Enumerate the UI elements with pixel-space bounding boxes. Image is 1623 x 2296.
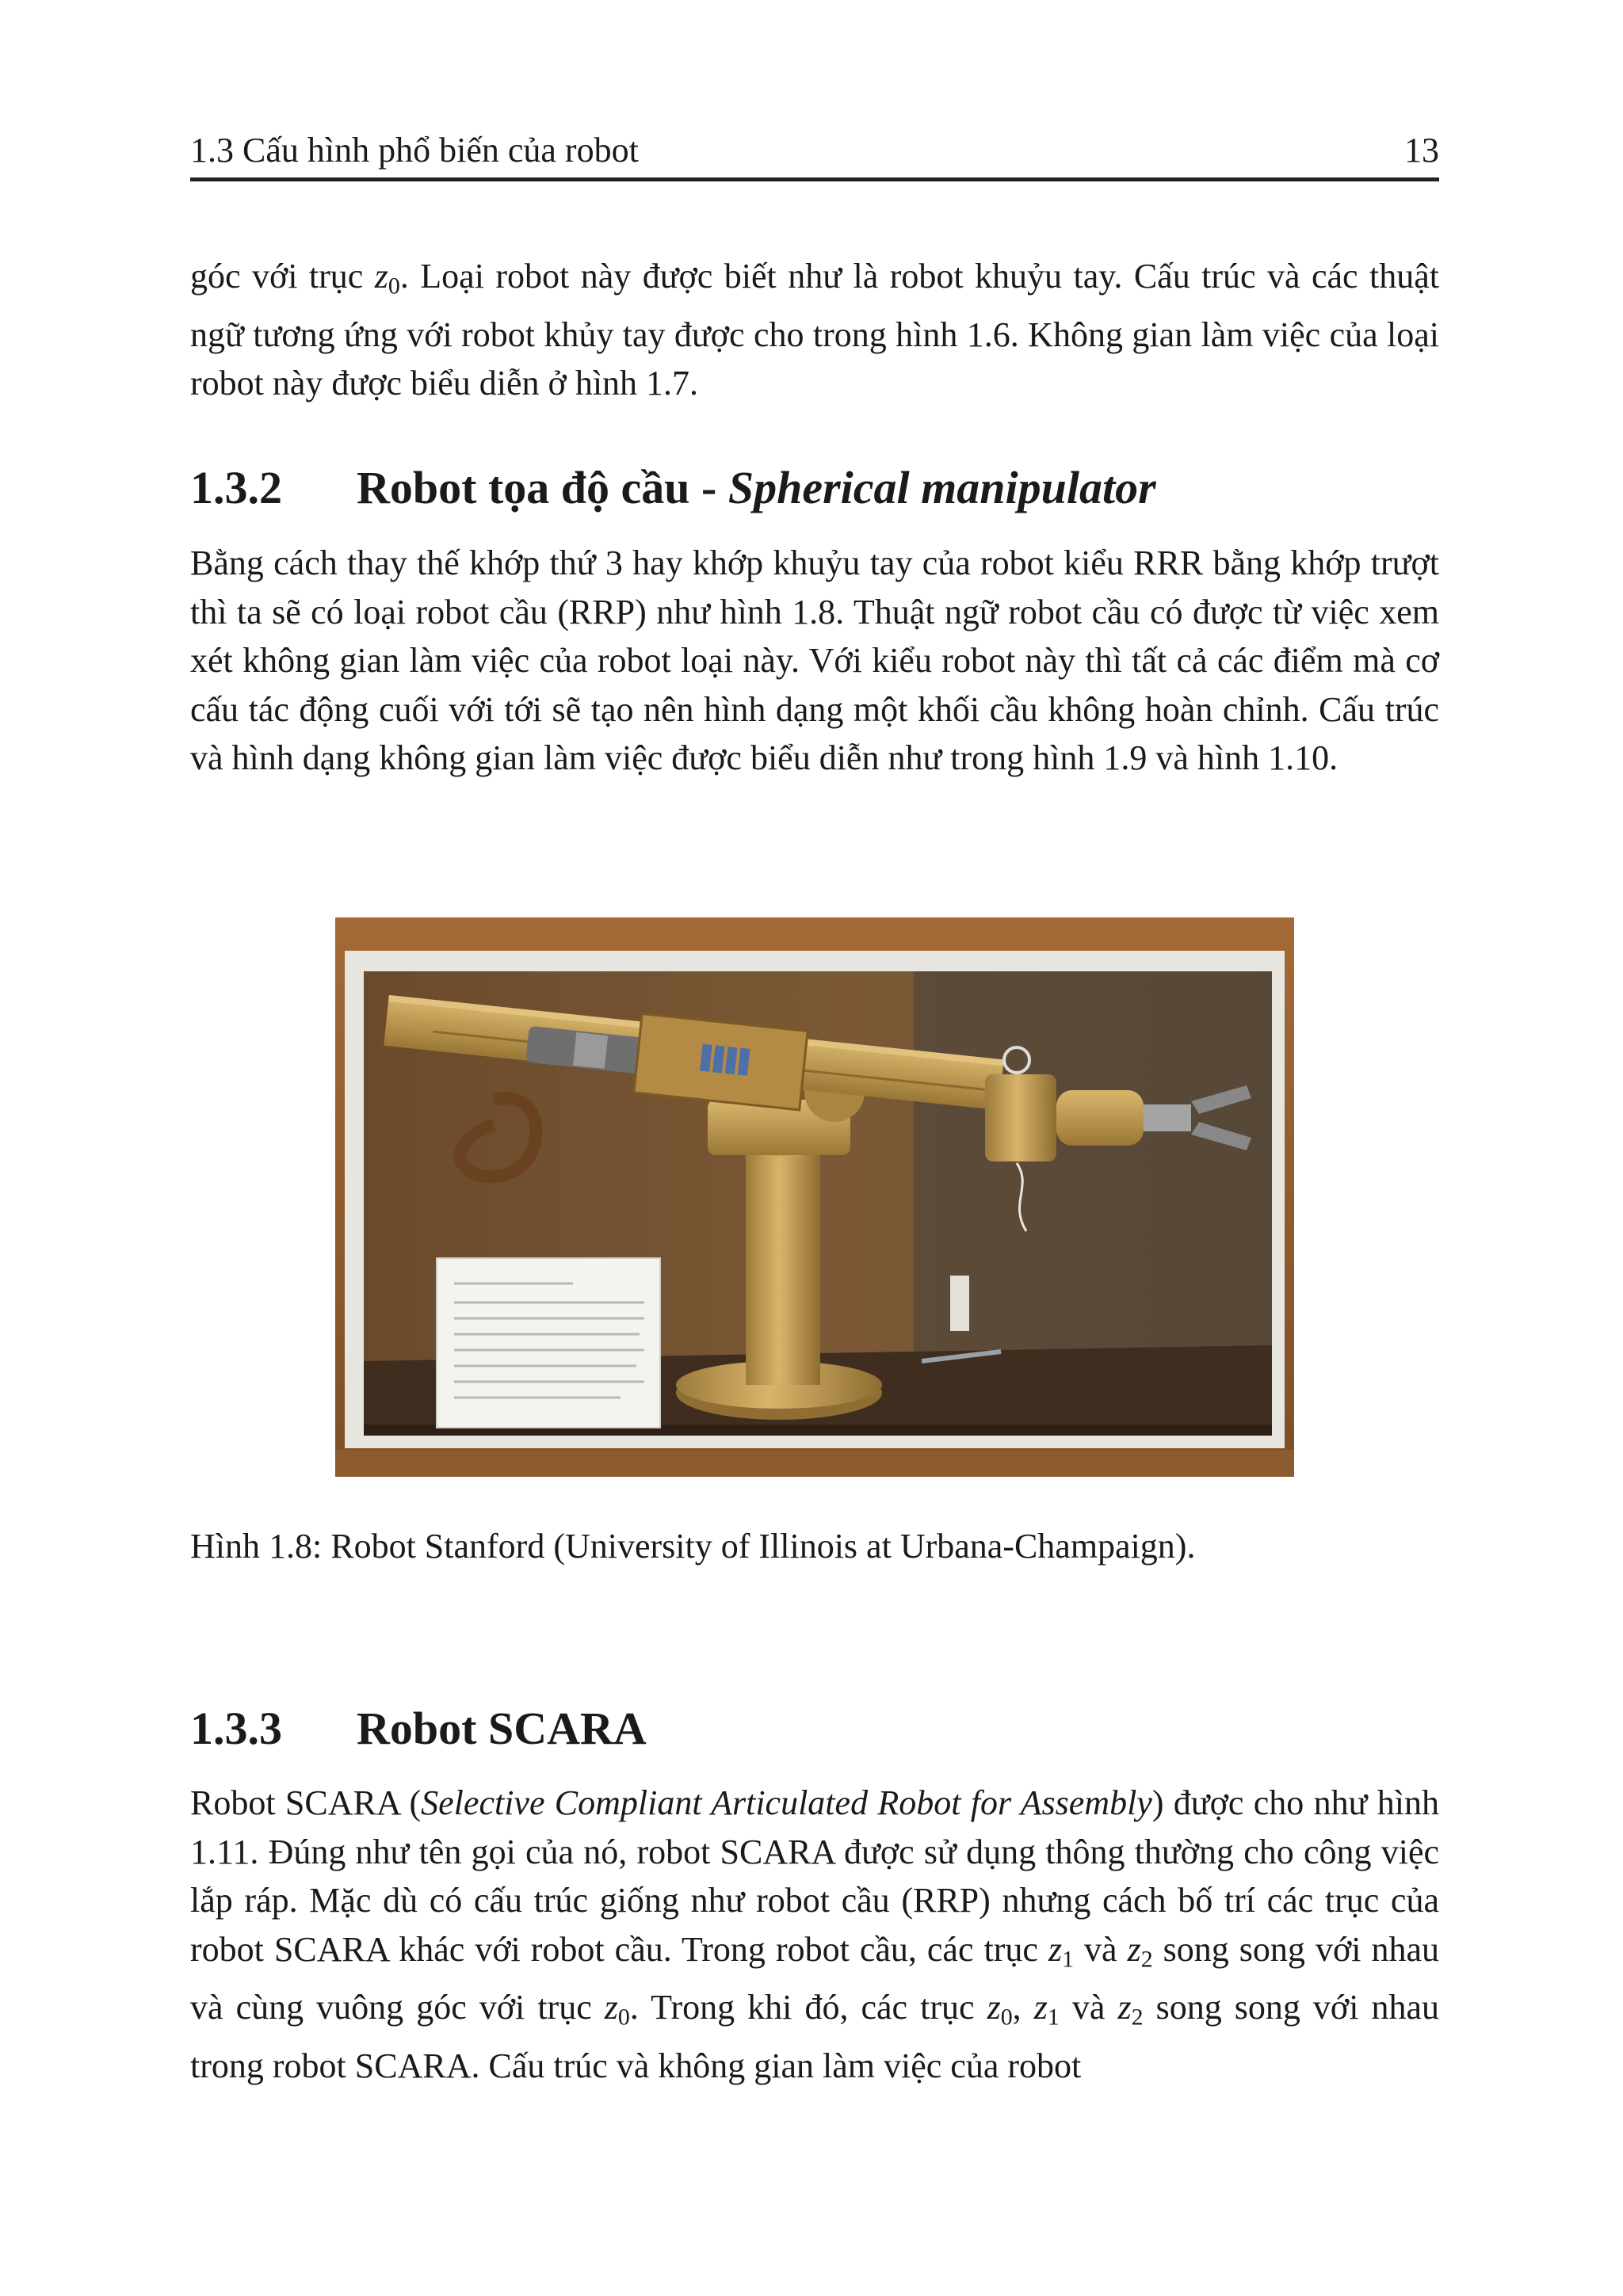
text-run: . Trong khi đó, các trục — [629, 1988, 987, 2027]
text-run: , — [1012, 1988, 1034, 2027]
section-title-italic: Spherical manipulator — [727, 462, 1156, 513]
figure-1-8-photo — [335, 917, 1294, 1477]
math-var: z — [1117, 1988, 1132, 2027]
text-run: góc với trục — [190, 257, 375, 296]
math-var: z — [1033, 1988, 1048, 2027]
section-title: Robot SCARA — [357, 1703, 647, 1754]
math-var: z — [1127, 1929, 1141, 1969]
math-var: z — [1048, 1929, 1063, 1969]
math-var: z — [374, 257, 388, 296]
section-heading-1-3-2 — [190, 460, 1439, 517]
italic-term: Selective Compliant Articulated Robot for Assembly — [421, 1783, 1152, 1822]
page-number: 13 — [1404, 131, 1439, 170]
text-run: và — [1074, 1929, 1128, 1969]
math-subscript: 0 — [617, 2004, 630, 2031]
running-head-section: 1.3 Cấu hình phổ biến của robot — [190, 131, 639, 170]
text-run: và — [1059, 1988, 1118, 2027]
math-subscript: 1 — [1047, 2004, 1060, 2031]
intro-paragraph — [190, 252, 1439, 408]
math-subscript: 1 — [1062, 1945, 1075, 1972]
header-rule — [190, 177, 1439, 181]
section-number: 1.3.3 — [190, 1703, 282, 1754]
math-var: z — [987, 1988, 1001, 2027]
text-run: song song với nhau và cùng vuông góc với trục — [190, 1929, 1439, 2027]
text-run: song song với nhau trong robot SCARA. Cấu trúc và không gian làm việc của robot — [190, 1988, 1440, 2086]
math-subscript: 2 — [1131, 2004, 1144, 2031]
math-var: z — [604, 1988, 618, 2027]
figure-1-8-caption: Hình 1.8: Robot Stanford (University of Illinois at Urbana-Champaign). — [190, 1527, 1196, 1566]
section-title: Robot tọa độ cầu - — [357, 462, 728, 513]
section-heading-1-3-3 — [190, 1700, 1439, 1757]
section-number: 1.3.2 — [190, 462, 282, 513]
section-1-3-3-body — [190, 1779, 1439, 2091]
text-run: . Loại robot này được biết như là robot khuỷu tay. Cấu trúc và các thuật ngữ tương ứng với robot khủy tay được cho trong hình 1.6. Không gian làm việc của loại robot này được biểu diễn ở hình 1.7. — [190, 257, 1439, 403]
section-1-3-2-body: Bằng cách thay thế khớp thứ 3 hay khớp khuỷu tay của robot kiểu RRR bằng khớp trượt thì ta sẽ có loại robot cầu (RRP) như hình 1.8. Thuật ngữ robot cầu có được từ việc xem xét không gian làm việc của robot loại này. Với kiểu robot này thì tất cả các điểm mà cơ cấu tác động cuối với tới sẽ tạo nên hình dạng một khối cầu không hoàn chỉnh. Cấu trúc và hình dạng không gian làm việc được biểu diễn như trong hình 1.9 và hình 1.10. — [190, 543, 1439, 777]
robot-stanford-photo — [335, 917, 1294, 1477]
math-subscript: 2 — [1140, 1945, 1153, 1972]
running-head — [190, 127, 1439, 174]
math-subscript: 0 — [388, 273, 400, 299]
text-run: Robot SCARA ( — [190, 1783, 422, 1822]
text-run: ) được cho như hình 1.11. Đúng như tên gọi của nó, robot SCARA được sử dụng thông thường cho công việc lắp ráp. Mặc dù có cấu trúc giống như robot cầu (RRP) nhưng cách bố trí các trục của robot SCARA khác với robot cầu. Trong robot cầu, các trục — [190, 1783, 1439, 1969]
math-subscript: 0 — [1000, 2004, 1013, 2031]
